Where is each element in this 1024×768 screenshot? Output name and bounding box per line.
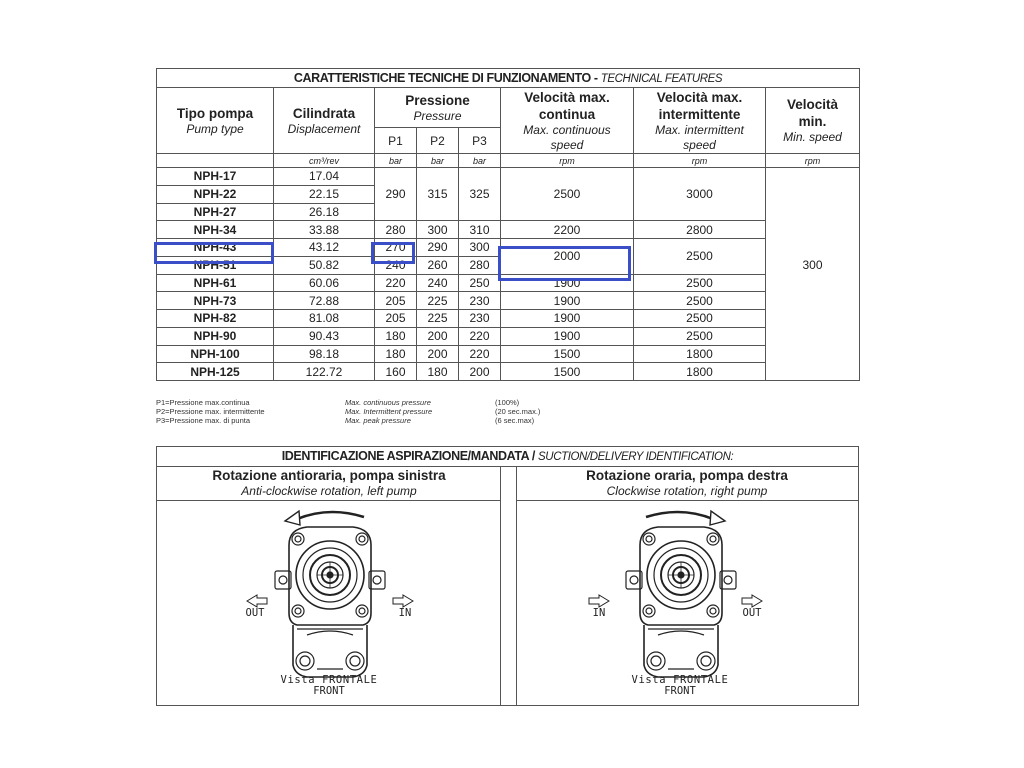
port-label-out: OUT (245, 607, 265, 619)
rotation-arc (646, 512, 713, 519)
p3-cell: 280 (459, 256, 501, 274)
min-speed-value: 300 (766, 256, 860, 274)
right-pump-heading: Rotazione oraria, pompa destra Clockwise rotation, right pump (516, 467, 858, 501)
continuous-speed-cell: 1900 (501, 327, 634, 345)
p3-cell: 230 (459, 292, 501, 310)
notes-english (345, 398, 432, 425)
p2-cell: 180 (417, 363, 459, 381)
p1-cell: 205 (375, 292, 417, 310)
model-cell: NPH-125 (157, 363, 274, 381)
table-title: CARATTERISTICHE TECNICHE DI FUNZIONAMENTO - TECHNICAL FEATURES (157, 69, 860, 88)
continuous-speed-cell: 1500 (501, 363, 634, 381)
table-row (157, 168, 860, 186)
header-displacement: Cilindrata Displacement (274, 88, 375, 154)
model-cell: NPH-90 (157, 327, 274, 345)
intermittent-speed-cell: 1800 (634, 363, 766, 381)
left-pump-front-view-drawing (157, 501, 501, 706)
note-p3-en: Max. peak pressure (345, 416, 411, 425)
unit-continuous: rpm (501, 154, 634, 168)
displacement-cell: 17.04 (274, 168, 375, 186)
min-speed-cell (766, 310, 860, 328)
min-speed-cell (766, 221, 860, 239)
view-label: Vista FRONTALE (280, 674, 378, 686)
arrow-right-icon (589, 595, 609, 607)
unit-cell (157, 154, 274, 168)
note-p2-duration: (20 sec.max.) (495, 407, 541, 416)
displacement-cell: 43.12 (274, 239, 375, 257)
note-p1: P1=Pressione max.continua (156, 398, 250, 407)
p2-cell: 225 (417, 310, 459, 328)
min-speed-cell (766, 274, 860, 292)
model-cell: NPH-82 (157, 310, 274, 328)
table-row (157, 363, 860, 381)
continuous-speed-cell: 1900 (501, 292, 634, 310)
table-row (157, 310, 860, 328)
arrow-right-icon (742, 595, 762, 607)
notes-italian (156, 398, 265, 425)
continuous-speed-cell: 2200 (501, 221, 634, 239)
displacement-cell: 72.88 (274, 292, 375, 310)
view-label-en: FRONT (313, 685, 345, 697)
displacement-cell: 22.15 (274, 185, 375, 203)
p2-cell: 300 (417, 221, 459, 239)
p2-cell: 240 (417, 274, 459, 292)
model-cell: NPH-17 (157, 168, 274, 186)
model-cell: NPH-73 (157, 292, 274, 310)
p2-cell: 200 (417, 327, 459, 345)
header-max-continuous-speed: Velocità max. continua Max. continuous speed (501, 88, 634, 154)
continuous-speed-cell: 2000 (501, 239, 634, 275)
intermittent-speed-cell: 2500 (634, 327, 766, 345)
model-cell: NPH-27 (157, 203, 274, 221)
p3-cell: 300 (459, 239, 501, 257)
right-pump-front-view-drawing (516, 501, 860, 706)
model-cell: NPH-100 (157, 345, 274, 363)
min-speed-cell (766, 168, 860, 186)
note-p3: P3=Pressione max. di punta (156, 416, 251, 425)
table-row (157, 345, 860, 363)
table-row (157, 221, 860, 239)
arrow-right-icon (393, 595, 413, 607)
left-pump-section (157, 467, 501, 705)
displacement-cell: 90.43 (274, 327, 375, 345)
table-row (157, 239, 860, 257)
intermittent-speed-cell: 3000 (634, 168, 766, 221)
p1-cell: 220 (375, 274, 417, 292)
p2-cell: 225 (417, 292, 459, 310)
min-speed-cell (766, 239, 860, 257)
min-speed-cell (766, 363, 860, 381)
notes-duration (495, 398, 540, 425)
right-pump-section (516, 467, 858, 705)
table-row (157, 274, 860, 292)
displacement-cell: 81.08 (274, 310, 375, 328)
intermittent-speed-cell: 2500 (634, 239, 766, 275)
model-cell: NPH-61 (157, 274, 274, 292)
intermittent-speed-cell: 2800 (634, 221, 766, 239)
p3-cell: 220 (459, 327, 501, 345)
p1-cell: 240 (375, 256, 417, 274)
header-min-speed: Velocità min. Min. speed (766, 88, 860, 154)
note-p2: P2=Pressione max. intermittente (156, 407, 265, 416)
table-row (157, 292, 860, 310)
unit-min: rpm (766, 154, 860, 168)
intermittent-speed-cell: 2500 (634, 310, 766, 328)
p1-cell: 290 (375, 168, 417, 221)
intermittent-speed-cell: 1800 (634, 345, 766, 363)
p1-cell: 160 (375, 363, 417, 381)
p1-cell: 180 (375, 345, 417, 363)
view-label: Vista FRONTALE (631, 674, 729, 686)
displacement-cell: 122.72 (274, 363, 375, 381)
displacement-cell: 33.88 (274, 221, 375, 239)
rotation-arrow-head (285, 511, 300, 525)
p3-cell: 325 (459, 168, 501, 221)
displacement-cell: 50.82 (274, 256, 375, 274)
note-p1-en: Max. continuous pressure (345, 398, 431, 407)
p3-cell: 200 (459, 363, 501, 381)
p2-cell: 260 (417, 256, 459, 274)
min-speed-cell (766, 203, 860, 221)
p2-cell: 290 (417, 239, 459, 257)
unit-p1: bar (375, 154, 417, 168)
intermittent-speed-cell: 2500 (634, 274, 766, 292)
intermittent-speed-cell: 2500 (634, 292, 766, 310)
table-row (157, 327, 860, 345)
model-cell: NPH-43 (157, 239, 274, 257)
note-p1-duration: (100%) (495, 398, 520, 407)
p1-cell: 280 (375, 221, 417, 239)
port-label-out: OUT (742, 607, 762, 619)
header-pressure: Pressione Pressure (375, 88, 501, 128)
continuous-speed-cell: 1900 (501, 274, 634, 292)
suction-delivery-panel (156, 446, 859, 706)
unit-p2: bar (417, 154, 459, 168)
p1-cell: 180 (375, 327, 417, 345)
model-cell: NPH-22 (157, 185, 274, 203)
min-speed-cell (766, 292, 860, 310)
header-p2: P2 (417, 128, 459, 154)
rotation-arc (297, 512, 364, 519)
port-label-in: IN (592, 607, 606, 619)
panel-title: IDENTIFICAZIONE ASPIRAZIONE/MANDATA / SUCTION/DELIVERY IDENTIFICATION: (157, 447, 858, 467)
p3-cell: 230 (459, 310, 501, 328)
p3-cell: 310 (459, 221, 501, 239)
technical-features-table (156, 68, 860, 381)
header-p3: P3 (459, 128, 501, 154)
left-pump-heading: Rotazione antioraria, pompa sinistra Anti-clockwise rotation, left pump (157, 467, 501, 501)
unit-displacement: cm³/rev (274, 154, 375, 168)
unit-p3: bar (459, 154, 501, 168)
p3-cell: 250 (459, 274, 501, 292)
displacement-cell: 60.06 (274, 274, 375, 292)
min-speed-cell (766, 345, 860, 363)
model-cell: NPH-34 (157, 221, 274, 239)
arrow-left-icon (247, 595, 267, 607)
note-p2-en: Max. Intermittent pressure (345, 407, 433, 416)
p2-cell: 200 (417, 345, 459, 363)
min-speed-cell (766, 327, 860, 345)
p1-cell: 205 (375, 310, 417, 328)
p2-cell: 315 (417, 168, 459, 221)
continuous-speed-cell: 2500 (501, 168, 634, 221)
port-label-in: IN (398, 607, 412, 619)
unit-intermittent: rpm (634, 154, 766, 168)
displacement-cell: 98.18 (274, 345, 375, 363)
min-speed-cell (766, 185, 860, 203)
header-pump-type: Tipo pompa Pump type (157, 88, 274, 154)
displacement-cell: 26.18 (274, 203, 375, 221)
model-cell: NPH-51 (157, 256, 274, 274)
rotation-arrow-head (710, 511, 725, 525)
header-max-intermittent-speed: Velocità max. intermittente Max. intermittent speed (634, 88, 766, 154)
view-label-en: FRONT (664, 685, 696, 697)
continuous-speed-cell: 1500 (501, 345, 634, 363)
p3-cell: 220 (459, 345, 501, 363)
header-p1: P1 (375, 128, 417, 154)
continuous-speed-cell: 1900 (501, 310, 634, 328)
note-p3-duration: (6 sec.max) (495, 416, 535, 425)
p1-cell: 270 (375, 239, 417, 257)
